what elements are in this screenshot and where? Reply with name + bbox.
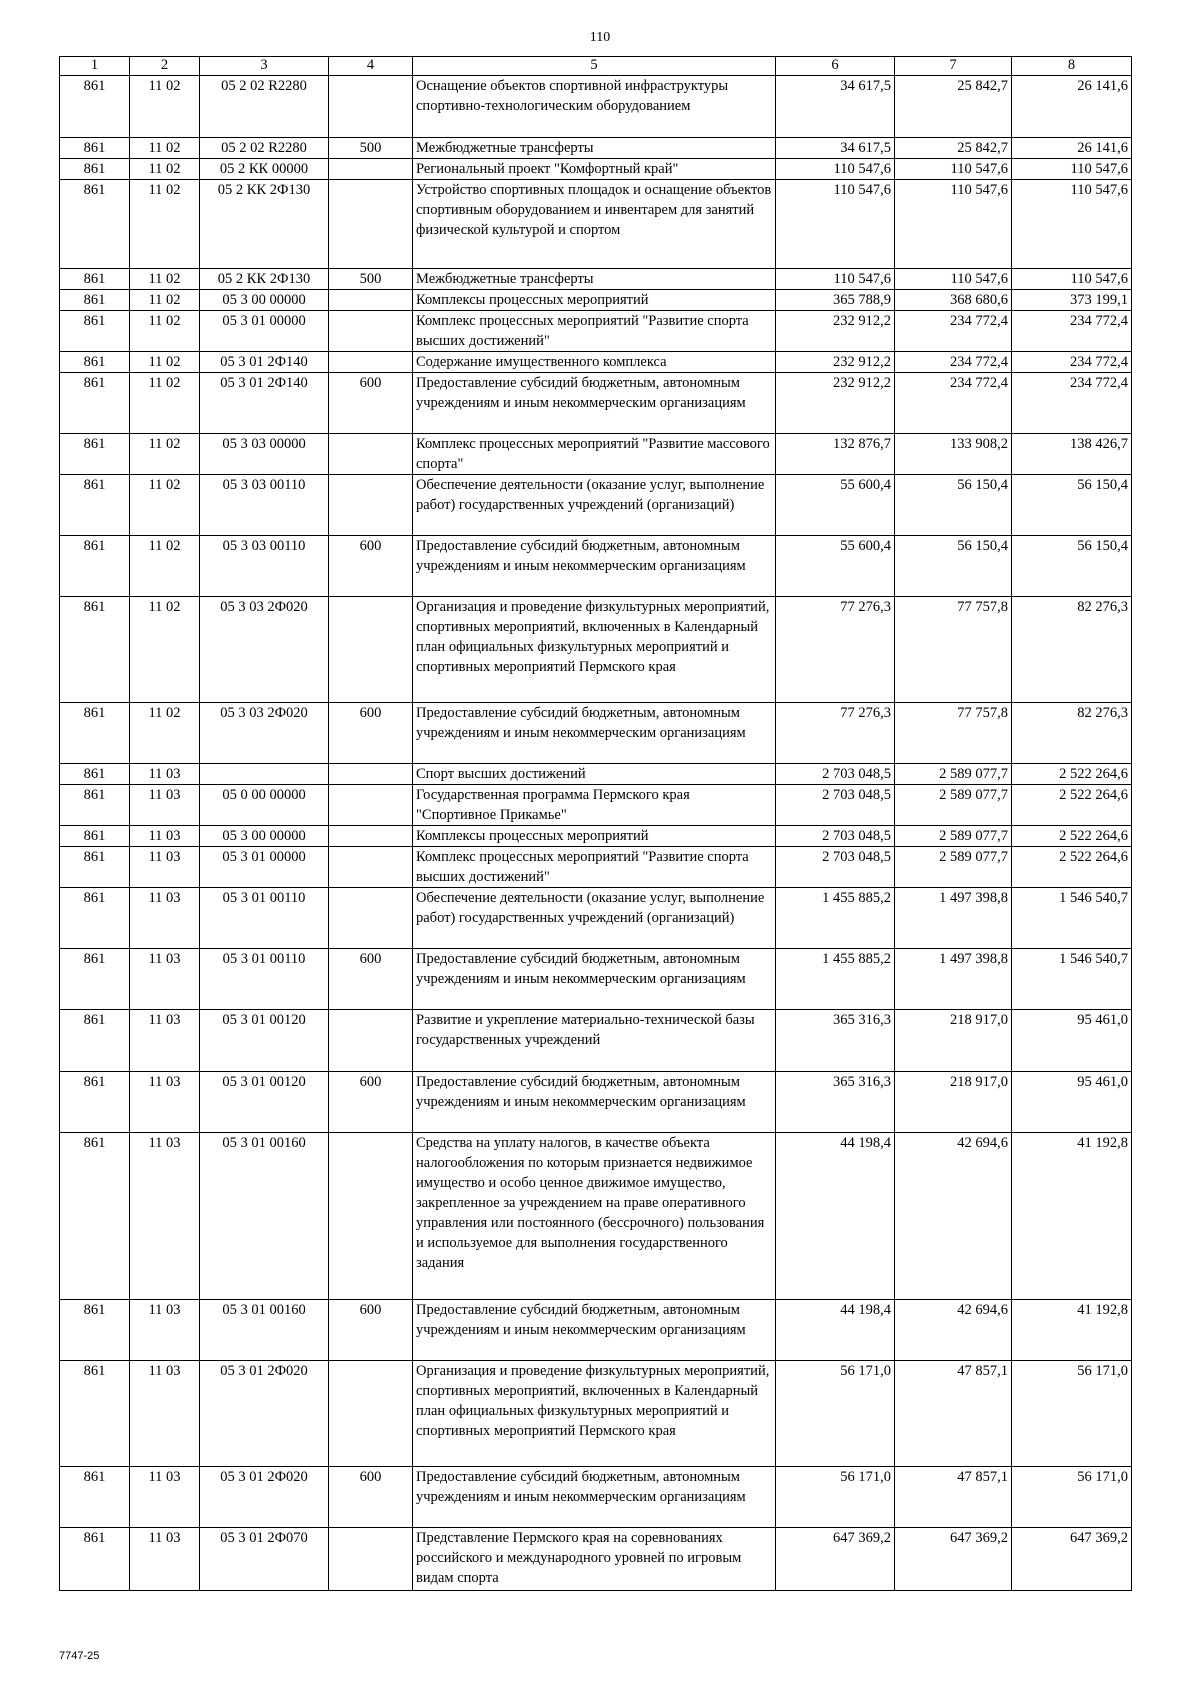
cell-name: Государственная программа Пермского края "Спортивное Прикамье" [413,785,776,826]
cell-name: Комплекс процессных мероприятий "Развитие спорта высших достижений" [413,311,776,352]
cell-kvsr: 861 [60,764,130,785]
cell-expense-type [329,159,413,180]
cell-section: 11 03 [130,785,200,826]
cell-section: 11 02 [130,138,200,159]
cell-name: Представление Пермского края на соревнованиях российского и международного уровней по игровым видам спорта [413,1528,776,1591]
cell-name: Комплексы процессных мероприятий [413,826,776,847]
cell-target-article: 05 3 00 00000 [200,826,329,847]
column-header: 5 [413,57,776,76]
cell-amount-2026: 1 497 398,8 [895,888,1012,949]
cell-expense-type [329,1133,413,1300]
cell-kvsr: 861 [60,826,130,847]
cell-expense-type: 600 [329,536,413,597]
cell-amount-2027: 2 522 264,6 [1012,764,1132,785]
cell-kvsr: 861 [60,888,130,949]
table-row [60,311,1132,352]
cell-amount-2026: 25 842,7 [895,138,1012,159]
cell-amount-2026: 234 772,4 [895,311,1012,352]
cell-amount-2027: 26 141,6 [1012,138,1132,159]
cell-name: Предоставление субсидий бюджетным, автономным учреждениям и иным некоммерческим организациям [413,1072,776,1133]
table-row [60,826,1132,847]
cell-amount-2027: 1 546 540,7 [1012,888,1132,949]
cell-target-article: 05 3 03 2Ф020 [200,597,329,703]
table-row [60,434,1132,475]
cell-amount-2026: 368 680,6 [895,290,1012,311]
cell-amount-2025: 110 547,6 [776,159,895,180]
cell-amount-2025: 1 455 885,2 [776,949,895,1010]
cell-expense-type [329,888,413,949]
cell-amount-2025: 34 617,5 [776,76,895,138]
cell-section: 11 02 [130,434,200,475]
cell-target-article: 05 3 03 2Ф020 [200,703,329,764]
cell-name: Комплекс процессных мероприятий "Развитие спорта высших достижений" [413,847,776,888]
cell-name: Предоставление субсидий бюджетным, автономным учреждениям и иным некоммерческим организациям [413,1300,776,1361]
cell-amount-2026: 133 908,2 [895,434,1012,475]
cell-section: 11 03 [130,764,200,785]
cell-amount-2025: 56 171,0 [776,1361,895,1467]
cell-target-article: 05 2 КК 2Ф130 [200,180,329,269]
cell-section: 11 02 [130,159,200,180]
cell-name: Предоставление субсидий бюджетным, автономным учреждениям и иным некоммерческим организациям [413,536,776,597]
cell-amount-2025: 44 198,4 [776,1133,895,1300]
cell-kvsr: 861 [60,785,130,826]
cell-expense-type [329,434,413,475]
cell-name: Организация и проведение физкультурных мероприятий, спортивных мероприятий, включенных в Календарный план официальных физкультурных мероприятий и спортивных мероприятий Пермского края [413,1361,776,1467]
cell-amount-2027: 1 546 540,7 [1012,949,1132,1010]
table-row [60,847,1132,888]
cell-amount-2025: 2 703 048,5 [776,785,895,826]
table-row [60,1528,1132,1591]
cell-amount-2027: 373 199,1 [1012,290,1132,311]
cell-expense-type [329,180,413,269]
cell-amount-2025: 55 600,4 [776,536,895,597]
cell-kvsr: 861 [60,1361,130,1467]
cell-section: 11 03 [130,949,200,1010]
cell-amount-2026: 2 589 077,7 [895,764,1012,785]
cell-amount-2026: 2 589 077,7 [895,785,1012,826]
cell-amount-2025: 55 600,4 [776,475,895,536]
cell-target-article: 05 3 01 00160 [200,1300,329,1361]
cell-amount-2025: 647 369,2 [776,1528,895,1591]
cell-amount-2027: 56 171,0 [1012,1467,1132,1528]
cell-amount-2025: 365 316,3 [776,1072,895,1133]
cell-section: 11 02 [130,536,200,597]
cell-expense-type [329,311,413,352]
table-row [60,373,1132,434]
page-number: 110 [589,30,611,45]
cell-name: Обеспечение деятельности (оказание услуг, выполнение работ) государственных учреждений (организаций) [413,475,776,536]
cell-kvsr: 861 [60,597,130,703]
cell-section: 11 02 [130,703,200,764]
cell-kvsr: 861 [60,1467,130,1528]
cell-target-article: 05 3 01 2Ф140 [200,352,329,373]
cell-expense-type: 600 [329,1467,413,1528]
cell-section: 11 03 [130,847,200,888]
table-row [60,1072,1132,1133]
cell-target-article: 05 3 01 00120 [200,1072,329,1133]
table-row [60,1300,1132,1361]
cell-amount-2025: 110 547,6 [776,269,895,290]
cell-amount-2026: 42 694,6 [895,1133,1012,1300]
column-header: 2 [130,57,200,76]
cell-amount-2027: 95 461,0 [1012,1072,1132,1133]
cell-amount-2026: 77 757,8 [895,703,1012,764]
cell-amount-2027: 110 547,6 [1012,159,1132,180]
table-row [60,159,1132,180]
table-row [60,290,1132,311]
table-row [60,138,1132,159]
cell-name: Оснащение объектов спортивной инфраструктуры спортивно-технологическим оборудованием [413,76,776,138]
cell-amount-2025: 132 876,7 [776,434,895,475]
cell-kvsr: 861 [60,311,130,352]
cell-amount-2027: 41 192,8 [1012,1133,1132,1300]
cell-kvsr: 861 [60,352,130,373]
column-header: 3 [200,57,329,76]
cell-amount-2027: 110 547,6 [1012,269,1132,290]
cell-section: 11 03 [130,826,200,847]
cell-amount-2026: 647 369,2 [895,1528,1012,1591]
cell-target-article: 05 3 01 2Ф140 [200,373,329,434]
cell-amount-2025: 365 788,9 [776,290,895,311]
cell-amount-2026: 110 547,6 [895,269,1012,290]
cell-expense-type [329,1361,413,1467]
cell-amount-2026: 42 694,6 [895,1300,1012,1361]
cell-kvsr: 861 [60,434,130,475]
cell-expense-type: 500 [329,269,413,290]
cell-amount-2027: 56 150,4 [1012,536,1132,597]
cell-kvsr: 861 [60,536,130,597]
cell-kvsr: 861 [60,180,130,269]
cell-expense-type [329,764,413,785]
cell-section: 11 03 [130,1300,200,1361]
cell-kvsr: 861 [60,373,130,434]
table-row [60,475,1132,536]
cell-amount-2026: 218 917,0 [895,1010,1012,1072]
cell-name: Содержание имущественного комплекса [413,352,776,373]
column-header: 6 [776,57,895,76]
cell-expense-type [329,1010,413,1072]
cell-kvsr: 861 [60,1133,130,1300]
cell-section: 11 03 [130,1010,200,1072]
table-row [60,1133,1132,1300]
cell-amount-2026: 77 757,8 [895,597,1012,703]
cell-amount-2025: 232 912,2 [776,373,895,434]
cell-name: Комплексы процессных мероприятий [413,290,776,311]
cell-name: Предоставление субсидий бюджетным, автономным учреждениям и иным некоммерческим организациям [413,373,776,434]
cell-name: Обеспечение деятельности (оказание услуг, выполнение работ) государственных учреждений (организаций) [413,888,776,949]
cell-expense-type: 600 [329,1072,413,1133]
cell-expense-type: 600 [329,949,413,1010]
cell-target-article: 05 3 01 00000 [200,311,329,352]
cell-kvsr: 861 [60,1528,130,1591]
cell-section: 11 02 [130,475,200,536]
cell-name: Предоставление субсидий бюджетным, автономным учреждениям и иным некоммерческим организациям [413,703,776,764]
cell-name: Межбюджетные трансферты [413,269,776,290]
cell-section: 11 02 [130,311,200,352]
cell-target-article: 05 2 КК 00000 [200,159,329,180]
cell-section: 11 03 [130,1361,200,1467]
cell-amount-2026: 2 589 077,7 [895,826,1012,847]
cell-amount-2027: 56 171,0 [1012,1361,1132,1467]
table-body [60,76,1132,1591]
cell-expense-type [329,597,413,703]
cell-section: 11 02 [130,352,200,373]
cell-amount-2027: 647 369,2 [1012,1528,1132,1591]
cell-section: 11 02 [130,180,200,269]
cell-target-article: 05 3 01 00120 [200,1010,329,1072]
cell-name: Комплекс процессных мероприятий "Развитие массового спорта" [413,434,776,475]
cell-amount-2025: 56 171,0 [776,1467,895,1528]
cell-target-article: 05 3 03 00000 [200,434,329,475]
cell-amount-2025: 1 455 885,2 [776,888,895,949]
cell-section: 11 02 [130,373,200,434]
table-row [60,785,1132,826]
cell-name: Развитие и укрепление материально-технической базы государственных учреждений [413,1010,776,1072]
cell-amount-2027: 234 772,4 [1012,311,1132,352]
cell-kvsr: 861 [60,1072,130,1133]
table-row [60,703,1132,764]
cell-kvsr: 861 [60,475,130,536]
cell-expense-type [329,76,413,138]
cell-amount-2025: 110 547,6 [776,180,895,269]
table-row [60,76,1132,138]
footer-code: 7747-25 [59,1650,100,1662]
cell-amount-2025: 365 316,3 [776,1010,895,1072]
cell-amount-2027: 56 150,4 [1012,475,1132,536]
budget-table [59,56,1132,1591]
column-header: 1 [60,57,130,76]
cell-amount-2025: 2 703 048,5 [776,826,895,847]
cell-amount-2026: 218 917,0 [895,1072,1012,1133]
cell-amount-2027: 82 276,3 [1012,597,1132,703]
column-header: 7 [895,57,1012,76]
cell-amount-2027: 138 426,7 [1012,434,1132,475]
table-row [60,764,1132,785]
cell-kvsr: 861 [60,138,130,159]
cell-amount-2026: 47 857,1 [895,1361,1012,1467]
cell-expense-type [329,847,413,888]
cell-expense-type [329,290,413,311]
cell-section: 11 02 [130,76,200,138]
cell-expense-type [329,826,413,847]
cell-kvsr: 861 [60,949,130,1010]
cell-amount-2027: 234 772,4 [1012,373,1132,434]
cell-amount-2027: 41 192,8 [1012,1300,1132,1361]
cell-section: 11 02 [130,269,200,290]
table-row [60,1361,1132,1467]
cell-expense-type [329,785,413,826]
cell-amount-2026: 110 547,6 [895,180,1012,269]
cell-expense-type: 600 [329,703,413,764]
cell-target-article: 05 2 02 R2280 [200,138,329,159]
cell-amount-2025: 77 276,3 [776,597,895,703]
cell-name: Средства на уплату налогов, в качестве объекта налогообложения по которым признается недвижимое имущество и особо ценное движимое имущество, закрепленное за учреждением на праве оперативного управления или постоянного (бессрочного) пользования и используемое для выполнения государственного задания [413,1133,776,1300]
cell-amount-2027: 2 522 264,6 [1012,785,1132,826]
cell-kvsr: 861 [60,1300,130,1361]
cell-kvsr: 861 [60,847,130,888]
cell-name: Региональный проект "Комфортный край" [413,159,776,180]
cell-section: 11 03 [130,888,200,949]
cell-amount-2026: 25 842,7 [895,76,1012,138]
cell-amount-2025: 232 912,2 [776,352,895,373]
cell-name: Спорт высших достижений [413,764,776,785]
cell-amount-2027: 26 141,6 [1012,76,1132,138]
cell-expense-type: 600 [329,1300,413,1361]
cell-amount-2025: 34 617,5 [776,138,895,159]
cell-target-article: 05 2 КК 2Ф130 [200,269,329,290]
column-header: 4 [329,57,413,76]
cell-amount-2026: 234 772,4 [895,352,1012,373]
cell-amount-2026: 234 772,4 [895,373,1012,434]
cell-expense-type [329,475,413,536]
cell-section: 11 03 [130,1528,200,1591]
cell-target-article: 05 3 03 00110 [200,475,329,536]
cell-target-article: 05 3 01 2Ф020 [200,1467,329,1528]
cell-name: Предоставление субсидий бюджетным, автономным учреждениям и иным некоммерческим организациям [413,1467,776,1528]
table-row [60,1467,1132,1528]
cell-amount-2025: 44 198,4 [776,1300,895,1361]
cell-amount-2025: 232 912,2 [776,311,895,352]
table-row [60,597,1132,703]
cell-section: 11 03 [130,1072,200,1133]
cell-amount-2027: 2 522 264,6 [1012,826,1132,847]
cell-target-article: 05 3 00 00000 [200,290,329,311]
cell-amount-2026: 1 497 398,8 [895,949,1012,1010]
cell-amount-2025: 2 703 048,5 [776,764,895,785]
cell-amount-2027: 2 522 264,6 [1012,847,1132,888]
table-row [60,180,1132,269]
table-row [60,536,1132,597]
cell-target-article: 05 3 01 00110 [200,888,329,949]
table-row [60,352,1132,373]
cell-amount-2027: 234 772,4 [1012,352,1132,373]
cell-target-article: 05 2 02 R2280 [200,76,329,138]
cell-section: 11 02 [130,290,200,311]
cell-amount-2026: 110 547,6 [895,159,1012,180]
cell-target-article [200,764,329,785]
table-row [60,949,1132,1010]
table-row [60,269,1132,290]
cell-amount-2025: 2 703 048,5 [776,847,895,888]
cell-kvsr: 861 [60,159,130,180]
cell-target-article: 05 3 01 00160 [200,1133,329,1300]
column-number-header [60,57,1132,76]
cell-kvsr: 861 [60,76,130,138]
cell-expense-type [329,1528,413,1591]
cell-kvsr: 861 [60,269,130,290]
cell-amount-2026: 56 150,4 [895,536,1012,597]
cell-target-article: 05 3 01 2Ф070 [200,1528,329,1591]
column-header: 8 [1012,57,1132,76]
cell-kvsr: 861 [60,1010,130,1072]
cell-kvsr: 861 [60,703,130,764]
table-row [60,888,1132,949]
cell-amount-2026: 47 857,1 [895,1467,1012,1528]
cell-amount-2027: 82 276,3 [1012,703,1132,764]
cell-name: Устройство спортивных площадок и оснащение объектов спортивным оборудованием и инвентарем для занятий физической культурой и спортом [413,180,776,269]
table-row [60,1010,1132,1072]
cell-kvsr: 861 [60,290,130,311]
cell-section: 11 03 [130,1133,200,1300]
cell-amount-2025: 77 276,3 [776,703,895,764]
cell-amount-2027: 95 461,0 [1012,1010,1132,1072]
cell-name: Предоставление субсидий бюджетным, автономным учреждениям и иным некоммерческим организациям [413,949,776,1010]
cell-amount-2026: 56 150,4 [895,475,1012,536]
cell-amount-2027: 110 547,6 [1012,180,1132,269]
cell-expense-type: 500 [329,138,413,159]
cell-target-article: 05 3 01 00000 [200,847,329,888]
cell-expense-type [329,352,413,373]
cell-name: Организация и проведение физкультурных мероприятий, спортивных мероприятий, включенных в Календарный план официальных физкультурных мероприятий и спортивных мероприятий Пермского края [413,597,776,703]
cell-target-article: 05 0 00 00000 [200,785,329,826]
cell-target-article: 05 3 01 2Ф020 [200,1361,329,1467]
cell-section: 11 02 [130,597,200,703]
cell-target-article: 05 3 01 00110 [200,949,329,1010]
cell-section: 11 03 [130,1467,200,1528]
cell-target-article: 05 3 03 00110 [200,536,329,597]
cell-expense-type: 600 [329,373,413,434]
cell-amount-2026: 2 589 077,7 [895,847,1012,888]
cell-name: Межбюджетные трансферты [413,138,776,159]
